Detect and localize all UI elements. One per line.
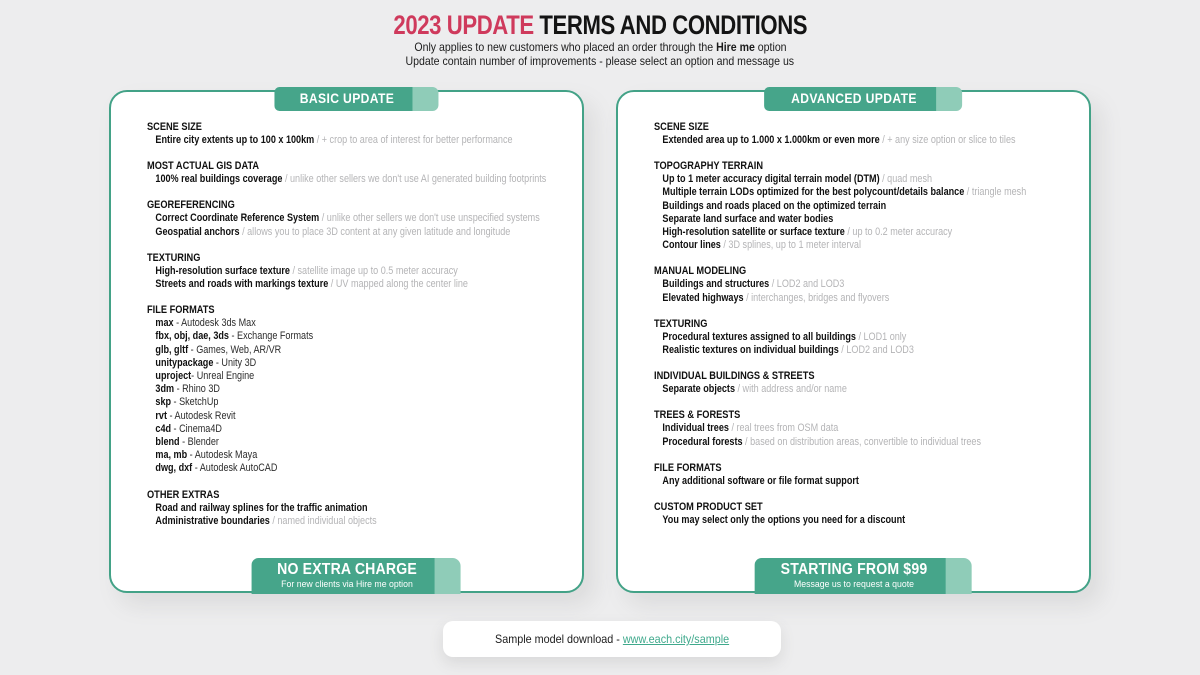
- feature-line: Procedural forests / based on distribution areas, convertible to individual trees: [662, 435, 982, 448]
- feature-line: High-resolution satellite or surface texture / up to 0.2 meter accuracy: [662, 226, 953, 239]
- section-title: SCENE SIZE: [147, 121, 202, 133]
- feature-line: Multiple terrain LODs optimized for the best polycount/details balance / triangle mesh: [662, 186, 1027, 199]
- feature-line: fbx, obj, dae, 3ds - Exchange Formats: [155, 330, 314, 343]
- feature-line: Any additional software or file format support: [662, 474, 859, 487]
- basic-update-badge-label: BASIC UPDATE: [299, 91, 394, 106]
- feature-line: Geospatial anchors / allows you to place 3D content at any given latitude and longitude: [155, 225, 511, 238]
- section-title: GEOREFERENCING: [147, 199, 235, 212]
- feature-section: [654, 121, 1081, 147]
- feature-line: Entire city extents up to 100 x 100km / + crop to area of interest for better performance: [155, 134, 513, 146]
- feature-line: Extended area up to 1.000 x 1.000km or even more / + any size option or slice to tiles: [662, 134, 1016, 146]
- feature-line: skp - SketchUp: [155, 396, 219, 409]
- feature-section: [654, 318, 1081, 357]
- feature-line: Procedural textures assigned to all buildings / LOD1 only: [662, 330, 907, 343]
- feature-line: Buildings and structures / LOD2 and LOD3: [662, 278, 845, 291]
- feature-line: unitypackage - Unity 3D: [155, 356, 257, 369]
- feature-section: [654, 370, 1081, 396]
- sample-download-bar: [443, 621, 781, 657]
- feature-line: Individual trees / real trees from OSM data: [662, 422, 839, 435]
- advanced-update-badge: [764, 87, 944, 111]
- feature-line: glb, gltf - Games, Web, AR/VR: [155, 343, 282, 356]
- advanced-update-content: [654, 121, 1081, 540]
- feature-section: [654, 160, 1081, 252]
- starting-price-subtitle: Message us to request a quote: [793, 578, 914, 590]
- feature-line: c4d - Cinema4D: [155, 422, 222, 435]
- feature-line: uproject- Unreal Engine: [155, 370, 255, 383]
- feature-section: [654, 462, 1081, 488]
- feature-section: [147, 304, 574, 475]
- section-title: INDIVIDUAL BUILDINGS & STREETS: [654, 370, 815, 383]
- feature-section: [147, 489, 574, 528]
- feature-section: [654, 265, 1081, 304]
- sample-download-link[interactable]: www.each.city/sample: [622, 632, 730, 646]
- section-title: CUSTOM PRODUCT SET: [654, 501, 763, 514]
- advanced-update-panel: [616, 90, 1091, 593]
- feature-line: Up to 1 meter accuracy digital terrain model (DTM) / quad mesh: [662, 173, 933, 186]
- section-title: FILE FORMATS: [654, 461, 722, 474]
- section-title: FILE FORMATS: [147, 304, 215, 317]
- sample-download-label: Sample model download -: [494, 632, 623, 646]
- starting-price-badge: [754, 558, 953, 594]
- feature-section: [654, 501, 1081, 527]
- subtitle-suffix: option: [754, 40, 787, 54]
- starting-price-title: STARTING FROM $99: [780, 560, 927, 578]
- section-title: MANUAL MODELING: [654, 265, 747, 278]
- feature-line: Administrative boundaries / named individual objects: [155, 514, 377, 527]
- section-title: SCENE SIZE: [654, 121, 709, 133]
- section-title: OTHER EXTRAS: [147, 488, 220, 501]
- basic-update-panel: [109, 90, 584, 593]
- section-title: TEXTURING: [147, 251, 201, 264]
- subtitle-prefix: Only applies to new customers who placed an order through the: [413, 40, 716, 54]
- feature-section: [147, 121, 574, 147]
- feature-line: blend - Blender: [155, 436, 219, 449]
- title-rest: TERMS AND CONDITIONS: [533, 10, 807, 40]
- title-accent: 2023 UPDATE: [393, 10, 534, 40]
- feature-line: max - Autodesk 3ds Max: [155, 317, 256, 330]
- feature-line: Elevated highways / interchanges, bridges and flyovers: [662, 291, 890, 304]
- feature-section: [147, 199, 574, 238]
- no-extra-charge-badge: [251, 558, 442, 594]
- feature-line: Streets and roads with markings texture / UV mapped along the center line: [155, 278, 468, 291]
- feature-line: High-resolution surface texture / satellite image up to 0.5 meter accuracy: [155, 264, 458, 277]
- feature-section: [147, 252, 574, 291]
- feature-line: dwg, dxf - Autodesk AutoCAD: [155, 462, 278, 475]
- feature-line: 3dm - Rhino 3D: [155, 383, 220, 396]
- subtitle-line-1: [0, 40, 1200, 54]
- section-title: TEXTURING: [654, 317, 708, 330]
- feature-line: Realistic textures on individual buildings / LOD2 and LOD3: [662, 344, 914, 357]
- no-extra-charge-subtitle: For new clients via Hire me option: [280, 578, 413, 590]
- feature-line: ma, mb - Autodesk Maya: [155, 449, 258, 462]
- hire-me-bold: Hire me: [715, 40, 755, 54]
- basic-update-content: [147, 121, 574, 541]
- page-title: [393, 10, 807, 40]
- basic-update-badge: [274, 87, 419, 111]
- feature-line: Contour lines / 3D splines, up to 1 meter interval: [662, 239, 862, 252]
- feature-section: [654, 409, 1081, 448]
- feature-line: Separate objects / with address and/or name: [662, 383, 847, 396]
- section-title: TOPOGRAPHY TERRAIN: [654, 160, 764, 173]
- feature-line: Buildings and roads placed on the optimized terrain: [662, 199, 887, 212]
- feature-line: Separate land surface and water bodies: [662, 212, 834, 225]
- subtitle-text: Update contain number of improvements - please select an option and message us: [405, 54, 795, 68]
- section-title: TREES & FORESTS: [654, 409, 741, 422]
- feature-line: 100% real buildings coverage / unlike other sellers we don't use AI generated building footprints: [155, 173, 547, 186]
- header: [0, 10, 1200, 68]
- feature-section: [147, 160, 574, 186]
- feature-line: Correct Coordinate Reference System / unlike other sellers we don't use unspecified systems: [155, 212, 540, 225]
- feature-line: rvt - Autodesk Revit: [155, 409, 236, 422]
- feature-line: Road and railway splines for the traffic animation: [155, 501, 368, 514]
- subtitle-line-2: [0, 54, 1200, 68]
- no-extra-charge-title: NO EXTRA CHARGE: [276, 560, 417, 578]
- advanced-update-badge-label: ADVANCED UPDATE: [790, 91, 917, 106]
- feature-line: You may select only the options you need for a discount: [662, 514, 906, 527]
- section-title: MOST ACTUAL GIS DATA: [147, 160, 260, 173]
